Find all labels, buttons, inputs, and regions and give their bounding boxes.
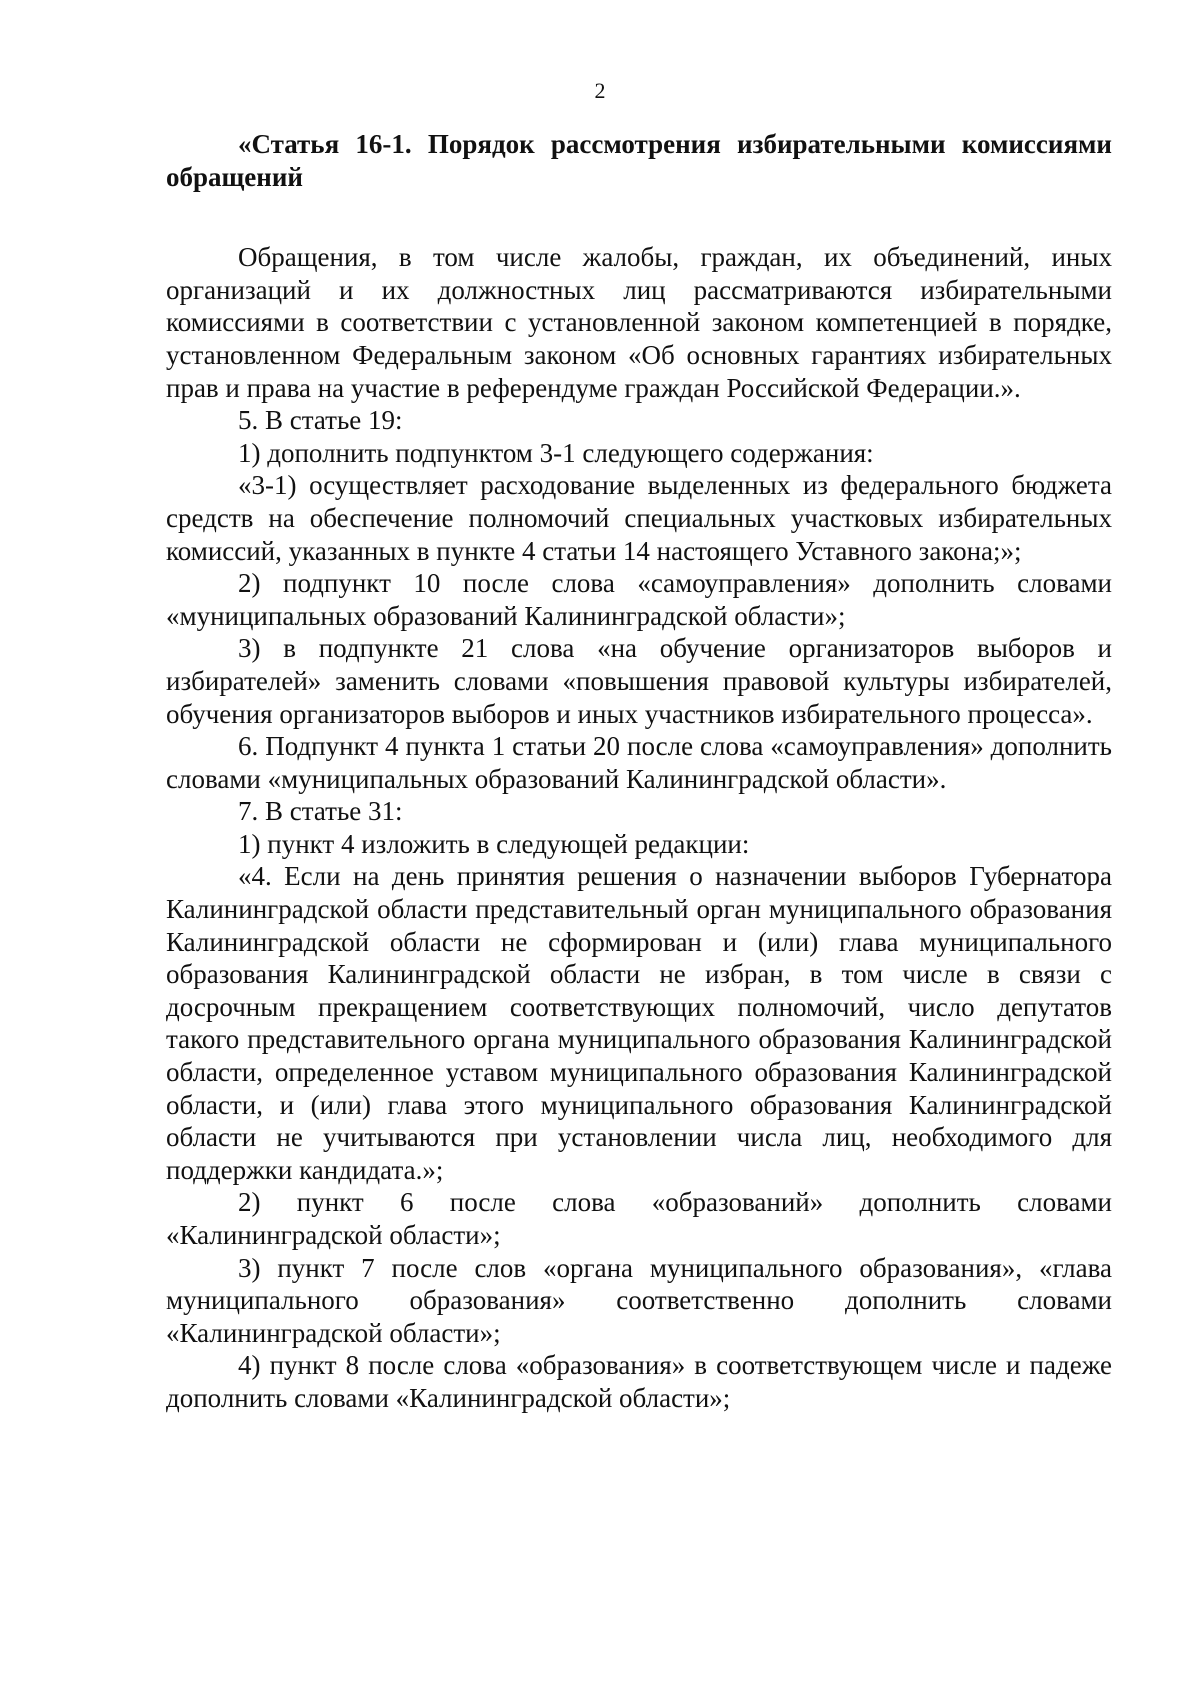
paragraph-subitem-3-1: «3-1) осуществляет расходование выделенных из федерального бюджета средств на обеспечение полномочий специальных участковых избирательных комиссий, указанных в пункте 4 статьи 14 настоящего Уставного закона;»; <box>166 470 1112 566</box>
paragraph-item-7-2: 2) пункт 6 после слова «образований» дополнить словами «Калининградской области»; <box>166 1187 1112 1250</box>
paragraph-item-7: 7. В статье 31: <box>238 796 403 827</box>
paragraph-item-5-2: 2) подпункт 10 после слова «самоуправления» дополнить словами «муниципальных образований Калининградской области»; <box>166 568 1112 631</box>
paragraph-item-7-4: 4) пункт 8 после слова «образования» в соответствующем числе и падеже дополнить словами «Калининградской области»; <box>166 1350 1112 1413</box>
paragraph-item-6: 6. Подпункт 4 пункта 1 статьи 20 после слова «самоуправления» дополнить словами «муниципальных образований Калининградской области». <box>166 731 1112 794</box>
article-heading: «Статья 16-1. Порядок рассмотрения избирательными комиссиями обращений <box>166 129 1112 192</box>
paragraph-item-5: 5. В статье 19: <box>238 405 403 436</box>
paragraph-item-7-3: 3) пункт 7 после слов «органа муниципального образования», «глава муниципального образования» соответственно дополнить словами «Калининградской области»; <box>166 1252 1112 1348</box>
paragraph-item-5-3: 3) в подпункте 21 слова «на обучение организаторов выборов и избирателей» заменить словами «повышения правовой культуры избирателей, обучения организаторов выборов и иных участников избирательного процесса». <box>166 633 1112 729</box>
paragraph-item-5-1: 1) дополнить подпунктом 3-1 следующего содержания: <box>238 437 874 468</box>
paragraph-appeals: Обращения, в том числе жалобы, граждан, их объединений, иных организаций и их должностных лиц рассматриваются избирательными комиссиями в соответствии с установленной законом компетенцией в порядке, установленном Федеральным законом «Об основных гарантиях избирательных прав и права на участие в референдуме граждан Российской Федерации.». <box>166 242 1112 403</box>
paragraph-item-7-1: 1) пункт 4 изложить в следующей редакции: <box>238 828 750 859</box>
paragraph-new-point-4: «4. Если на день принятия решения о назначении выборов Губернатора Калининградской области представительный орган муниципального образования Калининградской области не сформирован и (или) глава муниципального образования Калининградской области не избран, в том числе в связи с досрочным прекращением соответствующих полномочий, число депутатов такого представительного органа муниципального образования Калининградской области, определенное уставом муниципального образования Калининградской области, и (или) глава этого муниципального образования Калининградской области не учитываются при установлении числа лиц, необходимого для поддержки кандидата.»; <box>166 861 1112 1185</box>
page-number: 2 <box>594 78 606 103</box>
document-body <box>166 128 1112 1415</box>
